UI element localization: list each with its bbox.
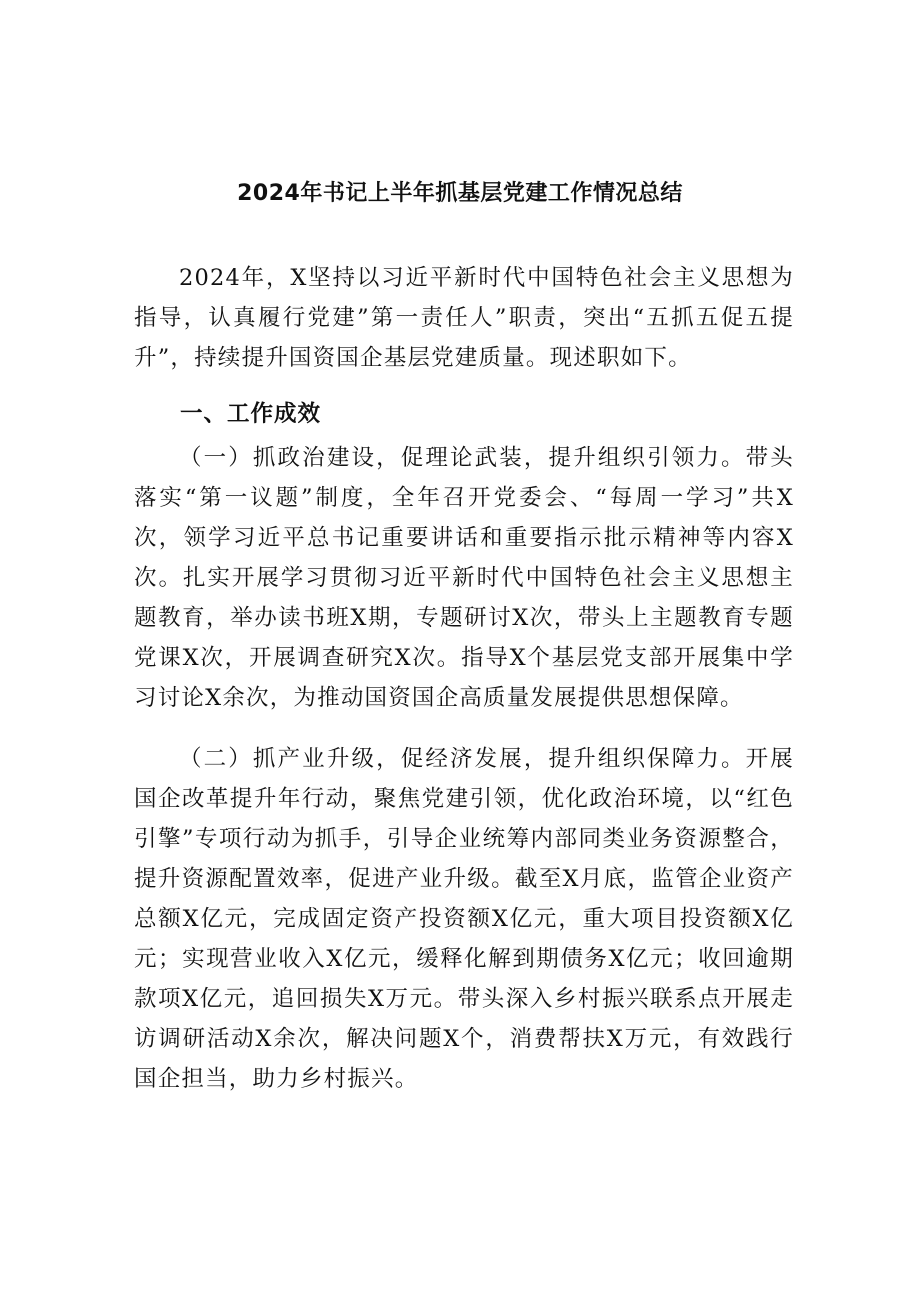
intro-paragraph: 2024年，X坚持以习近平新时代中国特色社会主义思想为指导，认真履行党建”第一责任人”职责，突出“五抓五促五提升”，持续提升国资国企基层党建质量。现述职如下。 [134,265,794,371]
paragraph-political-building: （一）抓政治建设，促理论武装，提升组织引领力。带头落实“第一议题”制度，全年召开党委会、“每周一学习”共X次，领学习近平总书记重要讲话和重要指示批示精神等内容X次。扎实开展学习贯彻习近平新时代中国特色社会主义思想主题教育，举办读书班X期，专题研讨X次，带头上主题教育专题党课X次，开展调查研究X次。指导X个基层党支部开展集中学习讨论X余次，为推动国资国企高质量发展提供思想保障。 [134,445,794,711]
section-heading: 一、工作成效 [180,401,322,427]
document-title: 2024年书记上半年抓基层党建工作情况总结 [237,181,683,206]
paragraph-industrial-upgrade: （二）抓产业升级，促经济发展，提升组织保障力。开展国企改革提升年行动，聚焦党建引领，优化政治环境，以“红色引擎”专项行动为抓手，引导企业统筹内部同类业务资源整合，提升资源配置效率，促进产业升级。截至X月底，监管企业资产总额X亿元，完成固定资产投资额X亿元，重大项目投资额X亿元；实现营业收入X亿元，缓释化解到期债务X亿元；收回逾期款项X亿元，追回损失X万元。带头深入乡村振兴联系点开展走访调研活动X余次，解决问题X个，消费帮扶X万元，有效践行国企担当，助力乡村振兴。 [134,746,794,1092]
